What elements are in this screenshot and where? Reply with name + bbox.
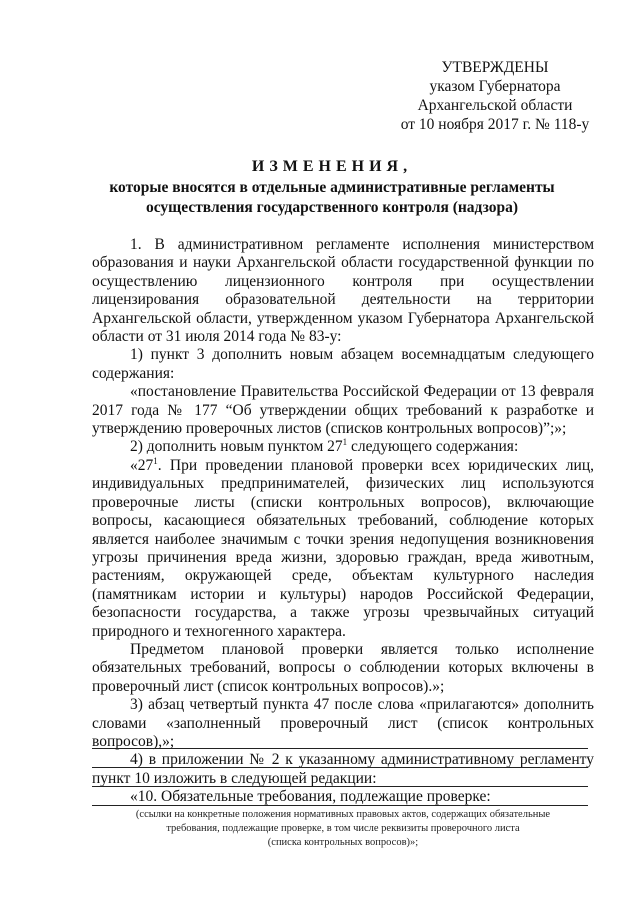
- footnote: [92, 808, 594, 850]
- paragraph-4-text: 2) дополнить новым пунктом 27: [130, 438, 343, 456]
- blank-line-3: [92, 786, 588, 787]
- paragraph-5: [92, 457, 594, 641]
- document-subtitle-line-1: которые вносятся в отдельные административные регламенты: [109, 179, 555, 196]
- paragraph-5-number: «27: [130, 456, 154, 474]
- blank-line-2: [92, 767, 588, 768]
- blank-line-4: [92, 805, 588, 806]
- paragraph-9: «10. Обязательные требования, подлежащие проверке:: [130, 788, 491, 806]
- document-subtitle-line-2: осуществления государственного контроля (надзора): [145, 199, 518, 216]
- approval-region: Архангельской области: [417, 97, 573, 114]
- paragraph-3: «постановление Правительства Российской Федерации от 13 февраля 2017 года № 177 “Об утверждении общих требований к разработке и утверждению проверочных листов (списков контрольных вопросов)”;»;: [92, 383, 594, 438]
- document-body: [92, 236, 594, 807]
- paragraph-4-tail: следующего содержания:: [347, 438, 519, 456]
- paragraph-2: 1) пункт 3 дополнить новым абзацем восемнадцатым следующего содержания:: [92, 346, 594, 382]
- paragraph-8: 4) в приложении № 2 к указанному административному регламенту пункт 10 изложить в следующей редакции:: [92, 751, 594, 787]
- paragraph-7: 3) абзац четвертый пункта 47 после слова «прилагаются» дополнить словами «заполненный проверочный лист (список контрольных вопросов),»;: [92, 696, 594, 750]
- footnote-line-3: (списка контрольных вопросов)»;: [267, 837, 419, 848]
- paragraph-4: [92, 438, 594, 456]
- approval-date: от 10 ноября 2017 г. № 118-у: [400, 116, 590, 133]
- approval-title: УТВЕРЖДЕНЫ: [441, 59, 549, 76]
- document-title: ИЗМЕНЕНИЯ,: [251, 158, 413, 175]
- blank-line-1: [92, 748, 588, 749]
- document-heading: [72, 156, 592, 218]
- paragraph-5-text: . При проведении плановой проверки всех юридических лиц, индивидуальных предпринимателей, физических лиц используются проверочные листы (списки контрольных вопросов), включающие вопросы, касающиеся обязательных требований, соблюдение которых является наиболее значимым с точки зрения недопущения возникновения угрозы причинения вреда жизни, здоровью граждан, вреда животным, растениям, окружающей среде, объектам культурного наследия (памятникам истории и культуры) народов Российской Федерации, безопасности государства, а также угрозы чрезвычайных ситуаций природного и техногенного характера.: [92, 456, 594, 640]
- paragraph-6: Предметом плановой проверки является только исполнение обязательных требований, вопросы о соблюдении которых включены в проверочный лист (список контрольных вопросов).»;: [92, 640, 594, 695]
- approval-decree: указом Губернатора: [429, 78, 561, 95]
- superscript-index: 1: [153, 455, 158, 466]
- footnote-line-2: требования, подлежащие проверке, в том числе реквизиты проверочного листа: [166, 823, 520, 834]
- footnote-line-1: (ссылки на конкретные положения нормативных правовых актов, содержащих обязательные: [135, 809, 551, 820]
- paragraph-1: 1. В административном регламенте исполнения министерством образования и науки Архангельской области государственной функции по осуществлению лицензионного контроля при осуществлении лицензирования образовательной деятельности на территории Архангельской области, утвержденном указом Губернатора Архангельской области от 31 июля 2014 года № 83-у:: [92, 236, 594, 346]
- superscript-index: 1: [342, 437, 348, 448]
- approval-stamp: [400, 58, 590, 134]
